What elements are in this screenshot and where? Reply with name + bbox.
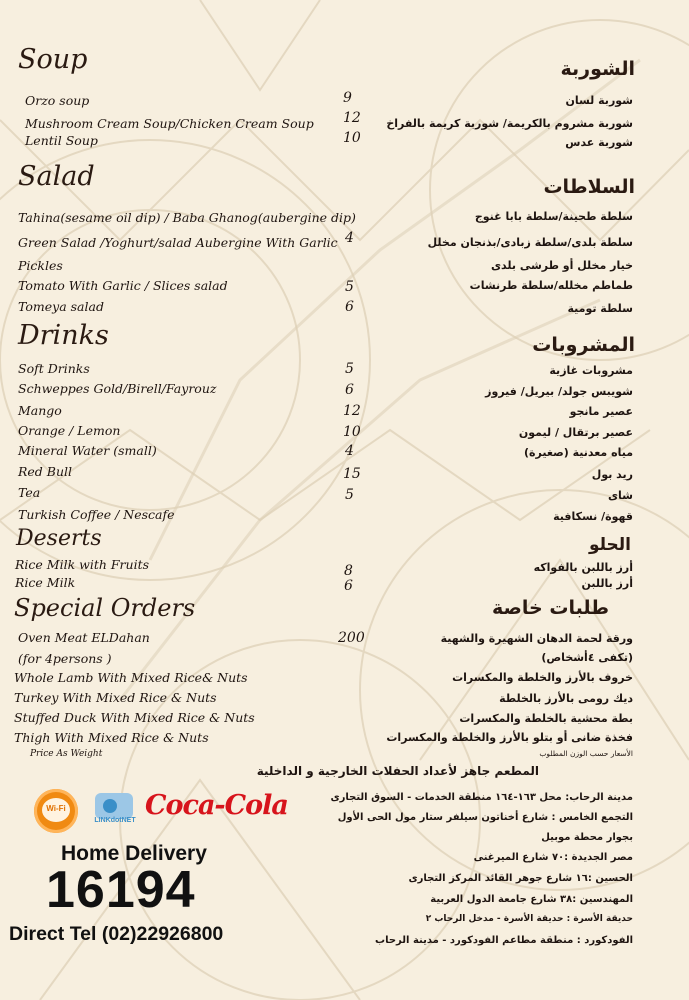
address-line: مصر الجديدة :٧٠ شارع الميرغنى — [473, 852, 633, 863]
menu-item-name: Tomeya salad — [18, 299, 104, 314]
cocacola-logo: Coca-Cola — [145, 790, 288, 821]
menu-item-name: Rice Milk with Fruits — [15, 557, 150, 572]
menu-item-name-ar: أرز باللبن — [581, 577, 633, 590]
menu-item-name: Orzo soup — [25, 93, 90, 108]
menu-item-price: 5 — [345, 487, 354, 503]
salad-title-en: Salad — [18, 161, 95, 192]
menu-item-name: Mango — [18, 403, 62, 418]
wifi-logo — [34, 789, 78, 833]
menu-item-name: Tea — [18, 485, 41, 500]
menu-item-name: Soft Drinks — [18, 361, 90, 376]
address-line: الحسين :١٦ شارع جوهر القائد المركز التجارى — [408, 873, 633, 884]
menu-item-name: Oven Meat ELDahan — [18, 630, 150, 645]
menu-item-name: Stuffed Duck With Mixed Rice & Nuts — [14, 710, 255, 725]
menu-item-price: 6 — [345, 299, 354, 315]
menu-item-name: Thigh With Mixed Rice & Nuts — [14, 730, 209, 745]
menu-item-price: 6 — [345, 382, 354, 398]
menu-item-name: Turkey With Mixed Rice & Nuts — [14, 690, 217, 705]
delivery-hotline: 16194 — [46, 861, 196, 919]
menu-item-name-ar: سلطة بلدى/سلطة زبادى/بذنجان مخلل — [427, 236, 633, 249]
linkdotnet-logo — [89, 793, 141, 829]
address-line: التجمع الخامس : شارع أخناتون سيلفر ستار مول الحى الأول — [337, 812, 633, 823]
menu-item-price: 9 — [343, 90, 352, 106]
home-delivery-label: Home Delivery — [61, 842, 207, 865]
menu-item-name: Whole Lamb With Mixed Rice& Nuts — [14, 670, 248, 685]
menu-item-name: (for 4persons ) — [18, 651, 112, 666]
menu-item-name-ar: ديك رومى بالأرز بالخلطة — [499, 692, 633, 705]
menu-item-name-ar: سلطة تومية — [567, 302, 633, 315]
menu-item-name: Green Salad /Yoghurt/salad Aubergine With Garlic — [18, 235, 338, 250]
menu-item-name: Turkish Coffee / Nescafe — [18, 507, 175, 522]
menu-item-name: Lentil Soup — [25, 133, 98, 148]
menu-item-name-ar: ريد بول — [591, 468, 633, 481]
menu-item-price: 6 — [344, 578, 353, 594]
menu-item-price: 12 — [343, 403, 361, 419]
deserts-title-ar: الحلو — [588, 535, 631, 555]
menu-item-price: 4 — [345, 230, 354, 246]
price-note-en: Price As Weight — [30, 749, 103, 759]
salad-title-ar: السلاطات — [543, 176, 635, 198]
menu-item-name: Red Bull — [18, 464, 73, 479]
menu-item-name-ar: عصير مانجو — [569, 405, 633, 418]
address-line: بجوار محطة موبيل — [541, 832, 633, 843]
menu-item-price: 10 — [343, 424, 361, 440]
price-note-ar: الأسعار حسب الوزن المطلوب — [539, 749, 633, 758]
menu-item-name-ar: مشروبات غازية — [549, 364, 633, 377]
menu-item-price: 4 — [345, 443, 354, 459]
menu-item-name: Tahina(sesame oil dip) / Baba Ghanog(aubergine dip) — [18, 210, 356, 225]
menu-item-name: Tomato With Garlic / Slices salad — [18, 278, 228, 293]
parties-note: المطعم جاهز لأعداد الحفلات الخارجية و الداخلية — [256, 764, 539, 778]
drinks-title-ar: المشروبات — [532, 334, 635, 356]
menu-item-name-ar: مياه معدنية (صغيرة) — [524, 446, 633, 459]
menu-item-name-ar: أرز باللبن بالفواكه — [533, 561, 633, 574]
menu-item-name-ar: قهوة/ نسكافية — [553, 510, 633, 523]
linkdotnet-logo-text: LINKdotNET — [94, 817, 136, 824]
menu-item-name-ar: (تكفى ٤أشخاص) — [541, 651, 633, 664]
menu-item-name-ar: شويبس جولد/ بيريل/ فيروز — [485, 385, 633, 398]
menu-item-price: 10 — [343, 130, 361, 146]
address-line: الفودكورد : منطقة مطاعم الفودكورد - مدينة الرحاب — [375, 935, 633, 946]
menu-item-name-ar: شوربة لسان — [565, 94, 633, 107]
menu-item-name: Schweppes Gold/Birell/Fayrouz — [18, 381, 217, 396]
menu-item-name: Orange / Lemon — [18, 423, 121, 438]
special-title-en: Special Orders — [14, 594, 196, 622]
menu-item-name-ar: ورقة لحمة الدهان الشهيرة والشهية — [440, 632, 633, 645]
address-line: حديقة الأسرة : حديقة الأسرة - مدخل الرحاب ٢ — [425, 914, 633, 924]
menu-item-name: Pickles — [18, 258, 63, 273]
menu-item-price: 12 — [343, 110, 361, 126]
menu-item-name-ar: فخذة ضانى أو بتلو بالأرز والخلطة والمكسرات — [386, 731, 633, 744]
menu-item-name-ar: بطة محشية بالخلطة والمكسرات — [459, 712, 633, 725]
menu-item-name-ar: شوربة عدس — [565, 136, 633, 149]
menu-item-name: Mushroom Cream Soup/Chicken Cream Soup — [25, 116, 314, 131]
menu-item-name-ar: طماطم مخلله/سلطة طرنشات — [469, 279, 633, 292]
menu-item-name-ar: خروف بالأرز والخلطة والمكسرات — [452, 671, 633, 684]
menu-item-price: 15 — [343, 466, 361, 482]
menu-item-price: 5 — [345, 361, 354, 377]
menu-item-name-ar: خيار مخلل أو طرشى بلدى — [490, 259, 633, 272]
deserts-title-en: Deserts — [16, 526, 102, 551]
menu-item-price: 5 — [345, 279, 354, 295]
soup-title-ar: الشوربة — [560, 58, 635, 80]
address-line: المهندسين :٣٨ شارع جامعة الدول العربية — [430, 894, 633, 905]
menu-item-name: Rice Milk — [15, 575, 76, 590]
soup-title-en: Soup — [18, 44, 88, 75]
drinks-title-en: Drinks — [18, 320, 109, 351]
menu-item-name-ar: سلطة طحينة/سلطة بابا غنوج — [474, 210, 633, 223]
menu-item-price: 200 — [338, 630, 365, 646]
menu-item-price: 8 — [344, 563, 353, 579]
address-line: مدينة الرحاب: محل ١٦٣-١٦٤ منطقة الخدمات - السوق التجارى — [330, 792, 633, 803]
menu-item-name-ar: شوربة مشروم بالكريمة/ شوربة كريمة بالفراخ — [386, 117, 633, 130]
direct-tel: Direct Tel (02)22926800 — [9, 923, 224, 945]
menu-item-name-ar: عصير برتقال / ليمون — [518, 426, 633, 439]
wifi-logo-text: Wi-Fi — [46, 804, 66, 813]
menu-item-name: Mineral Water (small) — [18, 443, 157, 458]
special-title-ar: طلبات خاصة — [492, 597, 609, 619]
menu-item-name-ar: شاى — [607, 489, 633, 502]
